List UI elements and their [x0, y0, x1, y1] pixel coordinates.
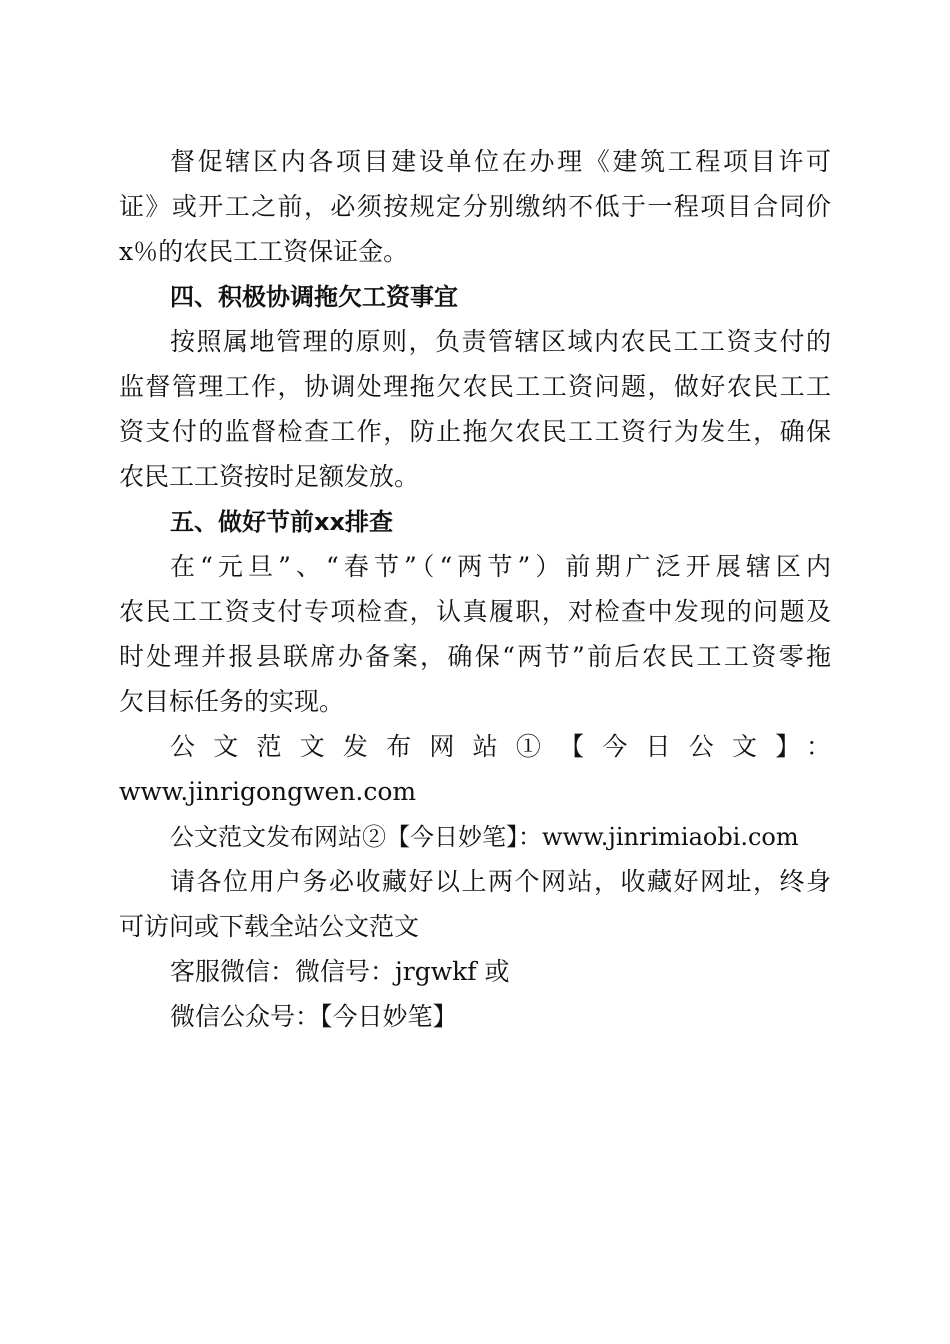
para-deposit-line-3: x％的农民工工资保证金。 — [119, 237, 409, 266]
para-holiday-line-4: 欠目标任务的实现。 — [119, 687, 345, 716]
heading-section-4: 四、积极协调拖欠工资事宜 — [170, 283, 458, 311]
para-deposit-line-1: 督促辖区内各项目建设单位在办理《建筑工程项目许可 — [170, 147, 831, 176]
para-holiday-line-3: 时处理并报县联席办备案，确保“两节”前后农民工工资零拖 — [119, 642, 831, 671]
para-holiday-line-1: 在“元旦”、“春节”（“两节”）前期广泛开展辖区内 — [170, 552, 831, 581]
para-coordinate-line-1: 按照属地管理的原则，负责管辖区域内农民工工资支付的 — [170, 327, 831, 356]
para-coordinate-line-3: 资支付的监督检查工作，防止拖欠农民工工资行为发生，确保 — [119, 417, 831, 446]
site-1-title: 公文范文发布网站①【今日公文】： — [170, 732, 831, 761]
notice-line-2: 可访问或下载全站公文范文 — [119, 912, 420, 941]
para-coordinate-line-4: 农民工工资按时足额发放。 — [119, 462, 420, 491]
wechat-service-line: 客服微信：微信号：jrgwkf 或 — [170, 957, 510, 986]
wechat-public-line: 微信公众号：【今日妙笔】 — [170, 1002, 458, 1031]
para-holiday-line-2: 农民工工资支付专项检查，认真履职，对检查中发现的问题及 — [119, 597, 831, 626]
para-deposit-line-2: 证》或开工之前，必须按规定分别缴纳不低于一程项目合同价 — [119, 192, 831, 221]
site-2-line[interactable]: 公文范文发布网站②【今日妙笔】：www.jinrimiaobi.com — [170, 823, 799, 851]
site-1-url[interactable]: www.jinrigongwen.com — [119, 777, 417, 806]
heading-section-5: 五、做好节前xx排查 — [170, 508, 393, 536]
notice-line-1: 请各位用户务必收藏好以上两个网站，收藏好网址，终身 — [170, 867, 831, 896]
para-coordinate-line-2: 监督管理工作，协调处理拖欠农民工工资问题，做好农民工工 — [119, 372, 831, 401]
